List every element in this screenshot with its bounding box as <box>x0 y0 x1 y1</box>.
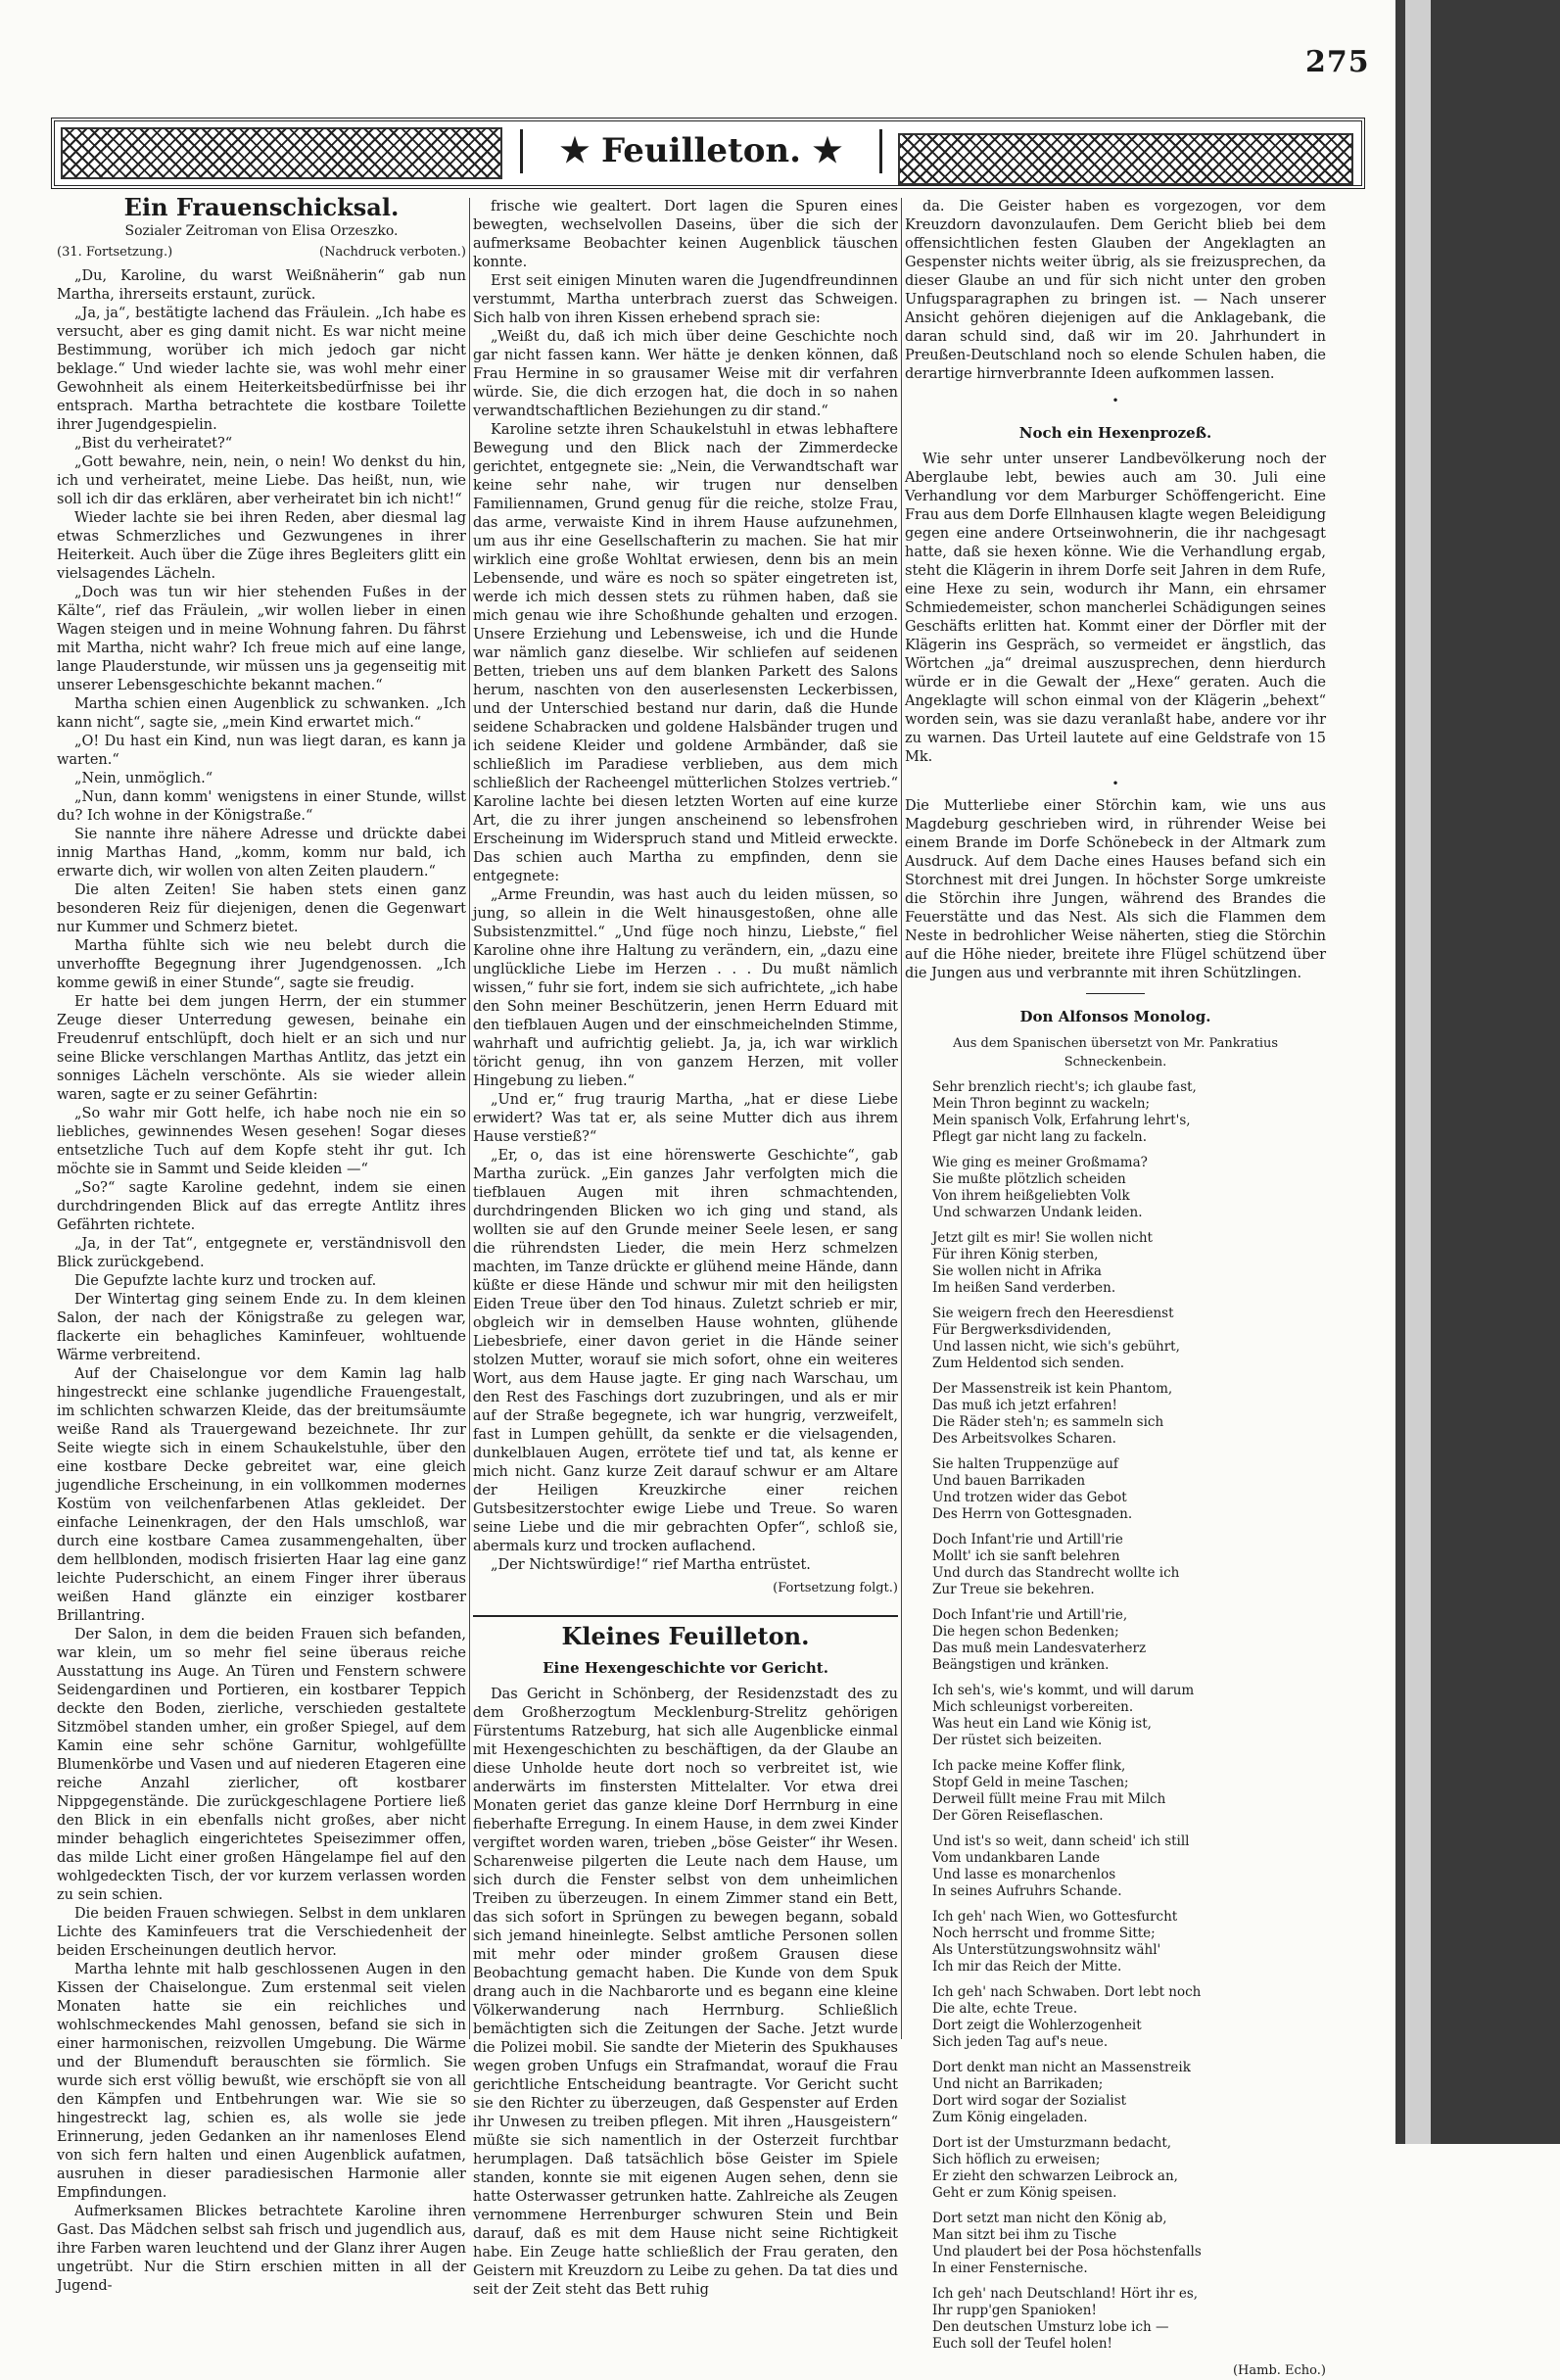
poem-body <box>932 1079 1326 2353</box>
poem-stanza: Sie weigern frech den Heeresdienst Für Bergwerksdividenden, Und lassen nicht, wie sich's gebührt, Zum Heldentod sich senden. <box>932 1306 1180 1371</box>
paragraph: da. Die Geister haben es vorgezogen, vor dem Kreuzdorn davonzulaufen. Dem Gericht blieb bei dem offensichtlichen festen Glauben der Angeklagten an Gespenster nichts weiter übrig, als sie freizusprechen, da dieser Glaube an und für sich nicht unter den groben Unfugsparagraphen zu bringen ist. — Nach unserer Ansicht gehören diejenigen auf die Anklagebank, die daran schuld sind, daß wir im 20. Jahrhundert in Preußen-Deutschland noch so elende Schulen haben, die derartige hirnverbrannte Ideen aufkommen lassen. <box>905 199 1326 382</box>
paragraph: Karoline setzte ihren Schaukelstuhl in etwas lebhaftere Bewegung und den Blick nach der Zimmerdecke gerichtet, entgegnete sie: „Nein, die Verwandtschaft war keine sehr nahe, wir trugen nur denselben Familiennamen, Grund genug für die reiche, stolze Frau, das arme, verwaiste Kind in ihrem Hause aufzunehmen, um aus ihr eine Gesellschafterin zu machen. Sie hat mir wirklich eine große Wohltat erwiesen, denn bis an mein Lebensende, und wäre es noch so später eingetreten ist, werde ich mich dessen stets zu rühmen haben, daß sie mich genau wie ihre Schoßhunde gehalten und erzogen. Unsere Erziehung und Lebensweise, ich und die Hunde war nämlich ganz dieselbe. Wir schliefen auf seidenen Betten, trieben uns auf dem blanken Parkett des Salons herum, naschten von den auserlesensten Leckerbissen, und der Unterschied bestand nur darin, daß die Hunde seidene Schabracken und goldene Halsbänder trugen und ich seidene Kleider und goldene Armbänder, daß sie schließlich im Paradiese verblieben, aus dem mich schließlich der Racheengel mütterlichen Stolzes vertrieb.“ Karoline lachte bei diesen letzten Worten auf eine kurze Art, die zu ihrer jungen anscheinend so lebensfrohen Erscheinung im Widerspruch stand und Mitleid erweckte. Das schien auch Martha zu empfinden, denn sie entgegnete: <box>473 422 898 884</box>
paragraph: „Nun, dann komm' wenigstens in einer Stunde, willst du? Ich wohne in der Königstraße.“ <box>57 789 466 824</box>
poem-stanza: Dort ist der Umsturzmann bedacht, Sich höflich zu erweisen; Er zieht den schwarzen Leibrock an, Geht er zum König speisen. <box>932 2135 1178 2201</box>
story-body <box>57 267 466 2296</box>
paragraph: Martha lehnte mit halb geschlossenen Augen in den Kissen der Chaiselongue. Zum erstenmal seit vielen Monaten hatte sie ein reichliches und wohlschmeckendes Mahl genossen, befand sie sich in einer harmonischen, reizvollen Umgebung. Die Wärme und der Blumenduft berauschten sie förmlich. Sie wurde sich erst völlig bewußt, wie erschöpft sie von all den Kämpfen und Entbehrungen war. Wie sie so hingestreckt lag, schien es, als wolle sie jede Erinnerung, jeden Gedanken an ihr namenloses Elend von sich fern halten und einen Augenblick aufatmen, ausruhen in dieser paradiesischen Harmonie aller Empfindungen. <box>57 1962 466 2201</box>
paragraph: Er hatte bei dem jungen Herrn, der ein stummer Zeuge dieser Unterredung gewesen, beinahe ein Freudenruf entschlüpft, doch hielt er an sich und nur seine Blicke verschlangen Marthas Antlitz, das jetzt ein sonniges Lächeln verschönte. Als sie wieder allein waren, sagte er zu seiner Gefährtin: <box>57 994 466 1103</box>
paragraph: „O! Du hast ein Kind, nun was liegt daran, es kann ja warten.“ <box>57 734 466 768</box>
paragraph: „Arme Freundin, was hast auch du leiden müssen, so jung, so allein in die Welt hinausgestoßen, ohne alle Subsistenzmittel.“ „Und füge noch hinzu, Liebste,“ fiel Karoline ohne ihre Haltung zu verändern, ein, „dazu eine unglückliche Liebe im Herzen . . . Du mußt nämlich wissen,“ fuhr sie fort, indem sie sich aufrichtete, „ich habe den Sohn meiner Beschützerin, jenen Herrn Eduard mit den tiefblauen Augen und der einschmeichelnden Stimme, wahrhaft und aufrichtig geliebt. Ja, ja, ich war wirklich töricht genug, ihn von ganzem Herzen, mit voller Hingebung zu lieben.“ <box>473 887 898 1089</box>
poem-stanza: Doch Infant'rie und Artill'rie Mollt' ich sie sanft belehren Und durch das Standrecht wollte ich Zur Treue sie bekehren. <box>932 1532 1180 1597</box>
poem-stanza: Und ist's so weit, dann scheid' ich still Vom undankbaren Lande Und lasse es monarchenlos In seines Aufruhrs Schande. <box>932 1833 1190 1899</box>
separator-dot-icon: • <box>1111 777 1119 790</box>
source-credit: (Hamb. Echo.) <box>1232 2363 1326 2378</box>
kleines-feuilleton-title: Kleines Feuilleton. <box>473 1615 898 1645</box>
paragraph: Der Salon, in dem die beiden Frauen sich befanden, war klein, um so mehr fiel seine überaus reiche Ausstattung ins Auge. An Türen und Fenstern schwere Seidengardinen und Portieren, ein kostbarer Teppich deckte den Boden, zierliche, verschieden gestaltete Sitzmöbel standen umher, ein großer Spiegel, auf dem Kamin eine sehr schöne Garnitur, wohlgefüllte Blumenkörbe und Vasen und auf niederen Etageren eine reiche Anzahl zierlicher, oft kostbarer Nippgegenstände. Die zurückgeschlagene Portiere ließ den Blick in ein ebenfalls nicht großes, aber nicht minder behaglich eingerichtetes Speisezimmer offen, das milde Licht einer großen Hängelampe fiel auf den wohlgedeckten Tisch, der vor kurzem verlassen worden zu sein schien. <box>57 1627 466 1903</box>
article-body <box>473 1686 898 2300</box>
book-binding-edge <box>1395 0 1560 2144</box>
paragraph: „So wahr mir Gott helfe, ich habe noch nie ein so liebliches, gewinnendes Wesen gesehen! Sogar dieses entsetzliche Tuch auf dem Kopfe steht ihr gut. Ich möchte sie in Sammt und Seide kleiden —“ <box>57 1106 466 1177</box>
paragraph: Wie sehr unter unserer Landbevölkerung noch der Aberglaube lebt, bewies auch am 30. Juli eine Verhandlung vor dem Marburger Schöffengericht. Eine Frau aus dem Dorfe Ellnhausen klagte wegen Beleidigung gegen eine andere Ortseinwohnerin, die ihr nachgesagt hatte, daß sie hexen könne. Wie die Verhandlung ergab, steht die Klägerin in ihrem Dorfe seit Jahren in dem Rufe, eine Hexe zu sein, wodurch ihr Mann, ein ehrsamer Schmiedemeister, schon mancherlei Schädigungen seines Geschäfts erlitten hat. Kommt einer der Dörfler mit der Klägerin ins Gespräch, so vermeidet er ängstlich, das Wörtchen „ja“ dreimal auszusprechen, denn hierdurch würde er in die Gewalt der „Hexe“ geraten. Auch die Angeklagte will schon einmal von der Klägerin „behext“ worden sein, was sie dazu veranlaßt habe, andere vor ihr zu warnen. Das Urteil lautete auf eine Geldstrafe von 15 Mk. <box>905 452 1326 765</box>
story-body-continued <box>473 198 898 1575</box>
paragraph: „So?“ sagte Karoline gedehnt, indem sie einen durchdringenden Blick auf das erregte Antlitz ihres Gefährten richtete. <box>57 1180 466 1233</box>
poem-stanza: Jetzt gilt es mir! Sie wollen nicht Für ihren König sterben, Sie wollen nicht in Afrika Im heißen Sand verderben. <box>932 1230 1153 1296</box>
poem-stanza: Ich geh' nach Wien, wo Gottesfurcht Noch herrscht und fromme Sitte; Als Unterstützungswohnsitz wähl' Ich mir das Reich der Mitte. <box>932 1909 1178 1975</box>
poem-stanza: Ich packe meine Koffer flink, Stopf Geld in meine Taschen; Derweil füllt meine Frau mit Milch Der Gören Reiseflaschen. <box>932 1758 1166 1824</box>
installment-label: (31. Fortsetzung.) <box>57 245 173 260</box>
section-title: ★ Feuilleton. ★ <box>520 129 882 173</box>
paragraph: „Ja, ja“, bestätigte lachend das Fräulein. „Ich habe es versucht, aber es ging damit nicht. Es war nicht meine Bestimmung, worüber ich mich jedoch gar nicht beklage.“ Und wieder lachte sie, was wohl mehr einer Gewohnheit als einem Heiterkeitsbedürfnisse bei ihr entsprach. Martha betrachtete die kostbare Toilette ihrer Jugendgespielin. <box>57 306 466 433</box>
article-headline: Eine Hexengeschichte vor Gericht. <box>543 1659 828 1677</box>
paragraph: Die alten Zeiten! Sie haben stets einen ganz besonderen Reiz für diejenigen, denen die Gegenwart nur Kummer und Schmerz bietet. <box>57 882 466 935</box>
column-2 <box>473 198 898 2300</box>
paragraph: Wieder lachte sie bei ihren Reden, aber diesmal lag etwas Schmerzliches und Gezwungenes in ihrer Heiterkeit. Auch über die Züge ihres Begleiters glitt ein vielsagendes Lächeln. <box>57 510 466 582</box>
poem-subtitle: Aus dem Spanischen übersetzt von Mr. Pankratius Schneckenbein. <box>952 1036 1279 1070</box>
story-headline: Ein Frauenschicksal. <box>123 193 400 221</box>
column-1 <box>57 193 466 2296</box>
poem-stanza: Wie ging es meiner Großmama? Sie mußte plötzlich scheiden Von ihrem heißgeliebten Volk Und schwarzen Undank leiden. <box>932 1155 1148 1220</box>
paragraph: Erst seit einigen Minuten waren die Jugendfreundinnen verstummt, Martha unterbrach zuerst das Schweigen. Sich halb von ihren Kissen erhebend sprach sie: <box>473 273 898 326</box>
ornament-left-icon <box>61 127 502 179</box>
rights-label: (Nachdruck verboten.) <box>319 245 466 260</box>
paragraph: „Bist du verheiratet?“ <box>74 436 233 452</box>
paragraph: frische wie gealtert. Dort lagen die Spuren eines bewegten, wechselvollen Daseins, über die sich der aufmerksame Beobachter keinen Augenblick täuschen konnte. <box>473 199 898 270</box>
paragraph: „Ja, in der Tat“, entgegnete er, verständnisvoll den Blick zurückgebend. <box>57 1236 466 1270</box>
story-subtitle: Sozialer Zeitroman von Elisa Orzeszko. <box>124 223 399 239</box>
column-3 <box>905 198 1326 2380</box>
paragraph: Die Gepufzte lachte kurz und trocken auf. <box>74 1273 377 1289</box>
page-edge <box>1405 0 1431 2144</box>
poem-stanza: Der Massenstreik ist kein Phantom, Das muß ich jetzt erfahren! Die Räder steh'n; es sammeln sich Des Arbeitsvolkes Scharen. <box>932 1381 1173 1447</box>
ornament-right-icon <box>898 133 1353 185</box>
poem-title: Don Alfonsos Monolog. <box>1019 1008 1211 1025</box>
poem-stanza: Dort denkt man nicht an Massenstreik Und nicht an Barrikaden; Dort wird sogar der Sozialist Zum König eingeladen. <box>932 2060 1191 2125</box>
story-meta <box>57 243 466 262</box>
paragraph: „Weißt du, daß ich mich über deine Geschichte noch gar nicht fassen kann. Wer hätte je denken können, daß Frau Hermine in so grausamer Weise mit dir verfahren würde. Sie, die dich erzogen hat, die doch in so nahen verwandtschaftlichen Beziehungen zu dir stand.“ <box>473 329 898 419</box>
paragraph: Auf der Chaiselongue vor dem Kamin lag halb hingestreckt eine schlanke jugendliche Frauengestalt, im schlichten schwarzen Kleide, das der breitumsäumte weiße Rand als Trauergewand bezeichnete. Ihr zur Seite wiegte sich in einem Schaukelstuhle, über den eine kostbare Decke gebreitet war, eine gleich jugendliche Erscheinung, in ein vollkommen modernes Kostüm von veilchenfarbenen Atlas gekleidet. Der einfache Leinenkragen, der den Hals umschloß, war durch eine kostbare Camea zusammengehalten, über dem hellblonden, modisch frisierten Haar lag eine ganz leichte Puderschicht, an einem Finger ihrer überaus weißen Hand glänzte ein einziger kostbarer Brillantring. <box>57 1366 466 1624</box>
paragraph: „Er, o, das ist eine hörenswerte Geschichte“, gab Martha zurück. „Ein ganzes Jahr verfolgten mich die tiefblauen Augen mit ihren schmachtenden, durchdringenden Blicken wo ich ging und stand, als wollten sie auf den Grunde meiner Seele lesen, er sang die rührendsten Lieder, die mein Herz schmelzen machten, im Tanze drückte er glühend meine Hände, dann küßte er diese Hände und schwur mir mit den heiligsten Eiden Treue über den Tod hinaus. Zuletzt schrieb er mir, obgleich wir in demselben Hause wohnten, glühende Liebesbriefe, einer davon geriet in die Hände seiner stolzen Mutter, worauf sie mich sofort, ohne ein weiteres Wort, aus dem Hause jagte. Er ging nach Warschau, um den Rest des Faschings dort zuzubringen, und als er mir auf der Straße begegnete, ich war hungrig, verzweifelt, fast in Lumpen gehüllt, da senkte er die vielsagenden, dunkelblauen Augen, errötete tief und tat, als kenne er mich nicht. Ganz kurze Zeit darauf schwur er am Altare der Heiligen Kreuzkirche einer reichen Gutsbesitzerstochter ewige Liebe und Treue. So waren seine Liebe und die mir gebrachten Opfer“, schloß sie, abermals kurz und trocken auflachend. <box>473 1148 898 1554</box>
paragraph: Sie nannte ihre nähere Adresse und drückte dabei innig Marthas Hand, „komm, komm nur bald, ich erwarte dich, wir wollen von alten Zeiten plaudern.“ <box>57 827 466 880</box>
poem-stanza: Ich geh' nach Deutschland! Hört ihr es, Ihr rupp'gen Spanioken! Den deutschen Umsturz lobe ich — Euch soll der Teufel holen! <box>932 2286 1199 2352</box>
paragraph: „Du, Karoline, du warst Weißnäherin“ gab nun Martha, ihrerseits erstaunt, zurück. <box>57 268 466 303</box>
article-headline: Noch ein Hexenprozeß. <box>1018 424 1212 442</box>
paragraph: „Der Nichtswürdige!“ rief Martha entrüstet. <box>491 1557 811 1573</box>
poem-stanza: Dort setzt man nicht den König ab, Man sitzt bei ihm zu Tische Und plaudert bei der Posa höchstenfalls In einer Fensternische. <box>932 2211 1202 2276</box>
paragraph: Aufmerksamen Blickes betrachtete Karoline ihren Gast. Das Mädchen selbst sah frisch und jugendlich aus, ihre Farben waren leuchtend und der Glanz ihrer Augen ungetrübt. Nur die Stirn erschien mitten in all der Jugend- <box>57 2204 466 2294</box>
separator-line <box>1086 993 1145 994</box>
column-rule <box>469 198 470 2039</box>
paragraph: „Gott bewahre, nein, nein, o nein! Wo denkst du hin, ich und verheiratet, meine Liebe. Das heißt, nun, wie soll ich dir das erklären, aber verheiratet bin ich nicht!“ <box>57 454 466 507</box>
paragraph: Martha schien einen Augenblick zu schwanken. „Ich kann nicht“, sagte sie, „mein Kind erwartet mich.“ <box>57 696 466 731</box>
continuation-note: (Fortsetzung folgt.) <box>773 1581 898 1595</box>
paragraph: Das Gericht in Schönberg, der Residenzstadt des zu dem Großherzogtum Mecklenburg-Strelitz gehörigen Fürstentums Ratzeburg, hat sich alle Augenblicke einmal mit Hexengeschichten zu beschäftigen, da der Glaube an diese Unholde heute dort noch so verbreitet ist, wie anderwärts im finstersten Mittelalter. Vor etwa drei Monaten geriet das ganze kleine Dorf Herrnburg in eine fieberhafte Erregung. In einem Hause, in dem zwei Kinder vergiftet worden waren, trieben „böse Geister“ ihr Wesen. Scharenweise pilgerten die Leute nach dem Hause, um sich durch die Fenster selbst von dem unheimlichen Treiben zu überzeugen. In einem Zimmer stand ein Bett, das sich sofort in Sprüngen zu bewegen begann, sobald sich jemand hineinlegte. Selbst amtliche Personen sollen mit mehr oder minder großem Grausen diese Beobachtung gemacht haben. Die Kunde von dem Spuk drang auch in die Nachbarorte und es begann eine kleine Völkerwanderung nach Herrnburg. Schließlich bemächtigten sich die Zeitungen der Sache. Jetzt wurde die Polizei mobil. Sie sandte der Mieterin des Spukhauses wegen groben Unfugs ein Strafmandat, worauf die Frau gerichtliche Entscheidung beantragte. Vor Gericht sucht sie den Richter zu überzeugen, daß Gespenster auf Erden ihr Unwesen zu treiben pflegen. Mit ihren „Hausgeistern“ müßte sie sich namentlich in der Osterzeit furchtbar herumplagen. Daß tatsächlich böse Geister im Spiele standen, konnte sie mit eigenen Augen sehen, denn sie hatte Osterwasser getrunken hatte. Zahlreiche als Zeugen vernommene Herrenburger schwuren Stein und Bein darauf, daß es mit dem Hause nicht seine Richtigkeit habe. Ein Zeuge hatte schließlich der Frau geraten, den Geistern mit Kreuzdorn zu Leibe zu gehen. Da tat dies und seit der Zeit steht das Bett ruhig <box>473 1687 898 2298</box>
poem-stanza: Sie halten Truppenzüge auf Und bauen Barrikaden Und trotzen wider das Gebot Des Herrn von Gottesgnaden. <box>932 1456 1133 1522</box>
poem-stanza: Ich seh's, wie's kommt, und will darum Mich schleunigst vorbereiten. Was heut ein Land wie König ist, Der rüstet sich beizeiten. <box>932 1683 1195 1748</box>
page-number: 275 <box>1305 45 1370 79</box>
poem-stanza: Sehr brenzlich riecht's; ich glaube fast, Mein Thron beginnt zu wackeln; Mein spanisch Volk, Erfahrung lehrt's, Pflegt gar nicht lang zu fackeln. <box>932 1079 1197 1145</box>
column-rule <box>901 198 902 2039</box>
paragraph: „Nein, unmöglich.“ <box>74 771 213 786</box>
article-body <box>905 451 1326 767</box>
article-body-continued <box>905 198 1326 384</box>
paragraph: Die beiden Frauen schwiegen. Selbst in dem unklaren Lichte des Kaminfeuers trat die Verschiedenheit der beiden Erscheinungen deutlich hervor. <box>57 1906 466 1959</box>
paragraph: „Doch was tun wir hier stehenden Fußes in der Kälte“, rief das Fräulein, „wir wollen lieber in einen Wagen steigen und in meine Wohnung fahren. Du fährst mit Martha, nicht wahr? Ich freue mich auf eine lange, lange Plauderstunde, wir müssen uns ja gegenseitig mit unserer Lebensgeschichte bekannt machen.“ <box>57 585 466 693</box>
stork-article: Die Mutterliebe einer Störchin kam, wie uns aus Magdeburg geschrieben wird, in rührender Weise bei einem Brande im Dorfe Schönebeck in der Altmark zum Ausdruck. Auf dem Dache eines Hauses befand sich ein Storchnest mit drei Jungen. In höchster Sorge umkreiste die Störchin ihre Jungen, während des Brandes die Feuerstätte und das Nest. Als sich die Flammen dem Neste in bedrohlicher Weise näherten, stieg die Störchin auf die Höhe nieder, breitete ihre Flügel schützend über die Jungen aus und verbrannte mit ihren Schützlingen. <box>905 798 1326 981</box>
poem-stanza: Doch Infant'rie und Artill'rie, Die hegen schon Bedenken; Das muß mein Landesvaterherz Beängstigen und kränken. <box>932 1607 1147 1673</box>
paragraph: Der Wintertag ging seinem Ende zu. In dem kleinen Salon, der nach der Königstraße zu gelegen war, flackerte ein behagliches Kaminfeuer, wohltuende Wärme verbreitend. <box>57 1292 466 1363</box>
feuilleton-banner <box>51 118 1365 189</box>
poem-stanza: Ich geh' nach Schwaben. Dort lebt noch Die alte, echte Treue. Dort zeigt die Wohlerzogenheit Sich jeden Tag auf's neue. <box>932 1984 1202 2050</box>
paragraph: Martha fühlte sich wie neu belebt durch die unverhoffte Begegnung ihrer Jugendgenossen. „Ich komme gewiß in einer Stunde“, sagte sie freudig. <box>57 938 466 991</box>
paragraph: „Und er,“ frug traurig Martha, „hat er diese Liebe erwidert? Was tat er, als seine Mutter dich aus ihrem Hause verstieß?“ <box>473 1092 898 1145</box>
separator-dot-icon: • <box>1111 394 1119 407</box>
